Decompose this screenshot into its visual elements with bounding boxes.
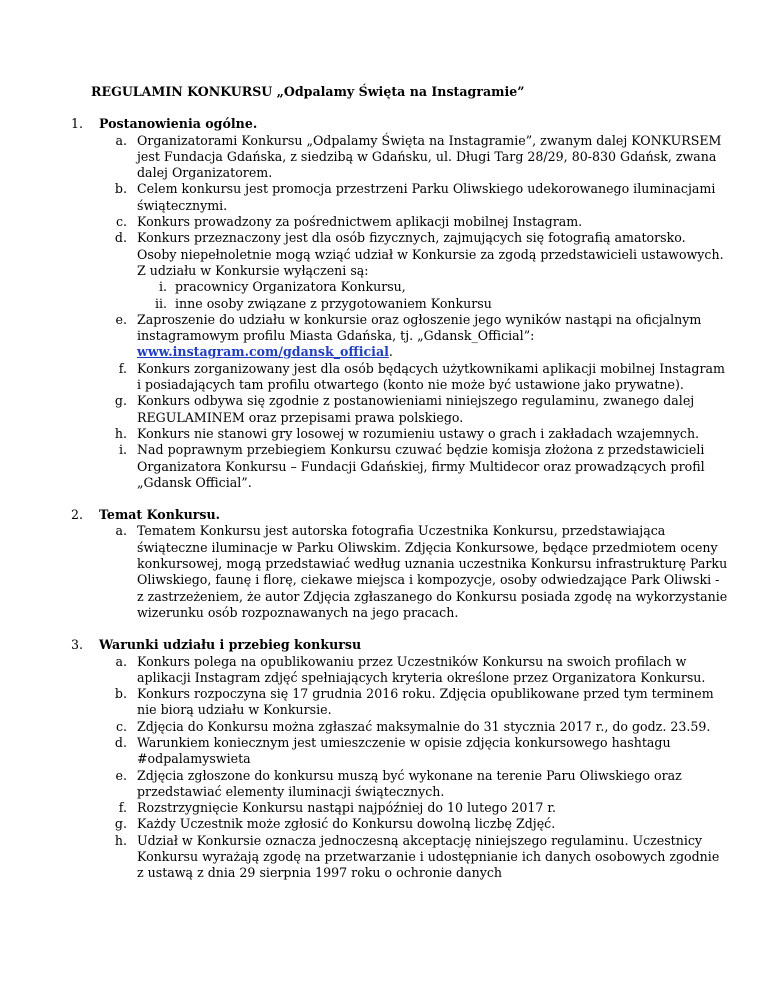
item-letter: b. <box>114 181 127 197</box>
list-item <box>99 735 728 768</box>
item-letter: g. <box>114 393 127 409</box>
sub-item-text: pracownicy Organizatora Konkursu, <box>175 279 406 295</box>
item-letter: d. <box>114 230 127 246</box>
list-item <box>99 768 728 801</box>
list-item <box>99 654 728 687</box>
item-text: Każdy Uczestnik może zgłosić do Konkursu dowolną liczbę Zdjęć. <box>137 816 556 832</box>
item-letter: a. <box>115 653 127 669</box>
section-number: 3. <box>70 637 83 653</box>
section-2 <box>61 507 728 621</box>
section-number: 1. <box>70 116 83 132</box>
item-letter: h. <box>114 832 127 848</box>
item-letter: g. <box>114 816 127 832</box>
section-items <box>99 523 728 621</box>
sub-item-text: inne osoby związane z przygotowaniem Konkursu <box>175 295 492 311</box>
sections-list <box>61 116 728 881</box>
list-item <box>99 719 728 735</box>
item-text: Konkurs zorganizowany jest dla osób będących użytkownikami aplikacji mobilnej Instagram i posiadających tam profilu otwartego (konto nie może być ustawione jako prywatne). <box>137 360 725 393</box>
section-heading: Temat Konkursu. <box>99 507 220 523</box>
list-item <box>99 686 728 719</box>
list-item <box>99 361 728 394</box>
list-item <box>99 133 728 182</box>
item-letter: f. <box>118 800 127 816</box>
sub-list <box>137 279 728 312</box>
list-item <box>99 181 728 214</box>
section-heading: Postanowienia ogólne. <box>99 116 258 132</box>
section-3 <box>61 637 728 881</box>
item-text: Zaproszenie do udziału w konkursie oraz ogłoszenie jego wyników nastąpi na oficjalnym instagramowym profilu Miasta Gdańska, tj. „Gdansk_Official”: <box>137 311 702 344</box>
list-item <box>99 523 728 621</box>
list-item <box>99 800 728 816</box>
item-letter: a. <box>115 132 127 148</box>
item-text: Nad poprawnym przebiegiem Konkursu czuwać będzie komisja złożona z przedstawicieli Organizatora Konkursu – Fundacji Gdańskiej, firmy Multidecor oraz prowadzących profil „Gdansk Official”. <box>137 442 705 490</box>
item-text: Konkurs nie stanowi gry losowej w rozumieniu ustawy o grach i zakładach wzajemnych. <box>137 425 700 441</box>
list-item <box>99 442 728 491</box>
list-item <box>99 230 728 311</box>
item-letter: e. <box>115 311 127 327</box>
item-letter: d. <box>114 734 127 750</box>
list-item <box>99 214 728 230</box>
list-item <box>99 816 728 832</box>
item-text: Udział w Konkursie oznacza jednoczesną akceptację niniejszego regulaminu. Uczestnicy Konkursu wyrażają zgodę na przetwarzanie i udostępnianie ich danych osobowych zgodnie z ustawą z dnia 29 sierpnia 1997 roku o ochronie danych <box>137 832 720 881</box>
item-text: Rozstrzygnięcie Konkursu nastąpi najpóźniej do 10 lutego 2017 r. <box>137 800 556 816</box>
section-heading: Warunki udziału i przebieg konkursu <box>99 637 362 653</box>
item-text: Organizatorami Konkursu „Odpalamy Święta na Instagramie”, zwanym dalej KONKURSEM jest Fundacja Gdańska, z siedzibą w Gdańsku, ul. Długi Targ 28/29, 80-830 Gdańsk, zwana dalej Organizatorem. <box>137 132 722 181</box>
item-text-end: . <box>388 344 393 360</box>
sub-list-item <box>137 279 728 295</box>
list-item <box>99 312 728 361</box>
item-text: Konkurs przeznaczony jest dla osób fizycznych, zajmujących się fotografią amatorsko. Osoby niepełnoletnie mogą wziąć udział w Konkursie za zgodą przedstawicieli ustawowych. Z udziału w Konkursie wyłączeni są: <box>137 230 724 278</box>
item-text: Konkurs rozpoczyna się 17 grudnia 2016 roku. Zdjęcia opublikowane przed tym terminem nie biorą udziału w Konkursie. <box>137 686 714 718</box>
item-letter: b. <box>114 686 127 702</box>
item-text: Konkurs prowadzony za pośrednictwem aplikacji mobilnej Instagram. <box>137 214 583 230</box>
item-letter: e. <box>115 767 127 783</box>
sub-item-numeral: i. <box>158 279 167 295</box>
sub-list-item <box>137 296 728 312</box>
item-letter: c. <box>115 214 127 230</box>
item-text: Celem konkursu jest promocja przestrzeni Parku Oliwskiego udekorowanego iluminacjami świątecznymi. <box>137 181 716 213</box>
document-title: REGULAMIN KONKURSU „Odpalamy Święta na Instagramie” <box>91 84 525 99</box>
instagram-profile-link[interactable]: www.instagram.com/gdansk_official <box>137 344 389 360</box>
item-text: Warunkiem koniecznym jest umieszczenie w opisie zdjęcia konkursowego hashtagu #odpalamyswieta <box>137 734 671 767</box>
item-text: Zdjęcia do Konkursu można zgłaszać maksymalnie do 31 stycznia 2017 r., do godz. 23.59. <box>137 718 711 734</box>
item-text: Konkurs odbywa się zgodnie z postanowieniami niniejszego regulaminu, zwanego dalej REGULAMINEM oraz przepisami prawa polskiego. <box>137 393 695 425</box>
item-letter: f. <box>118 360 127 376</box>
list-item <box>99 426 728 442</box>
item-text: Konkurs polega na opublikowaniu przez Uczestników Konkursu na swoich profilach w aplikacji Instagram zdjęć spełniających kryteria określone przez Organizatora Konkursu. <box>137 653 706 685</box>
item-letter: a. <box>115 523 127 539</box>
section-items <box>99 654 728 882</box>
section-items <box>99 133 728 492</box>
item-letter: i. <box>118 442 127 458</box>
sub-item-numeral: ii. <box>154 295 167 311</box>
list-item <box>99 393 728 426</box>
section-1 <box>61 116 728 491</box>
section-number: 2. <box>70 507 83 523</box>
list-item <box>99 833 728 882</box>
item-text: Tematem Konkursu jest autorska fotografia Uczestnika Konkursu, przedstawiająca świąteczne iluminacje w Parku Oliwskim. Zdjęcia Konkursowe, będące przedmiotem oceny konkursowej, mogą przedstawiać według uznania uczestnika Konkursu infrastrukturę Parku Oliwskiego, faunę i florę, ciekawe miejsca i kompozycje, osoby odwiedzające Park Oliwski - z zastrzeżeniem, że autor Zdjęcia zgłaszanego do Konkursu posiada zgodę na wykorzystanie wizerunku osób rozpoznawanych na jego pracach. <box>137 523 728 620</box>
item-letter: c. <box>115 718 127 734</box>
item-text: Zdjęcia zgłoszone do konkursu muszą być wykonane na terenie Paru Oliwskiego oraz przedstawiać elementy iluminacji świątecznych. <box>137 767 682 799</box>
item-letter: h. <box>114 425 127 441</box>
